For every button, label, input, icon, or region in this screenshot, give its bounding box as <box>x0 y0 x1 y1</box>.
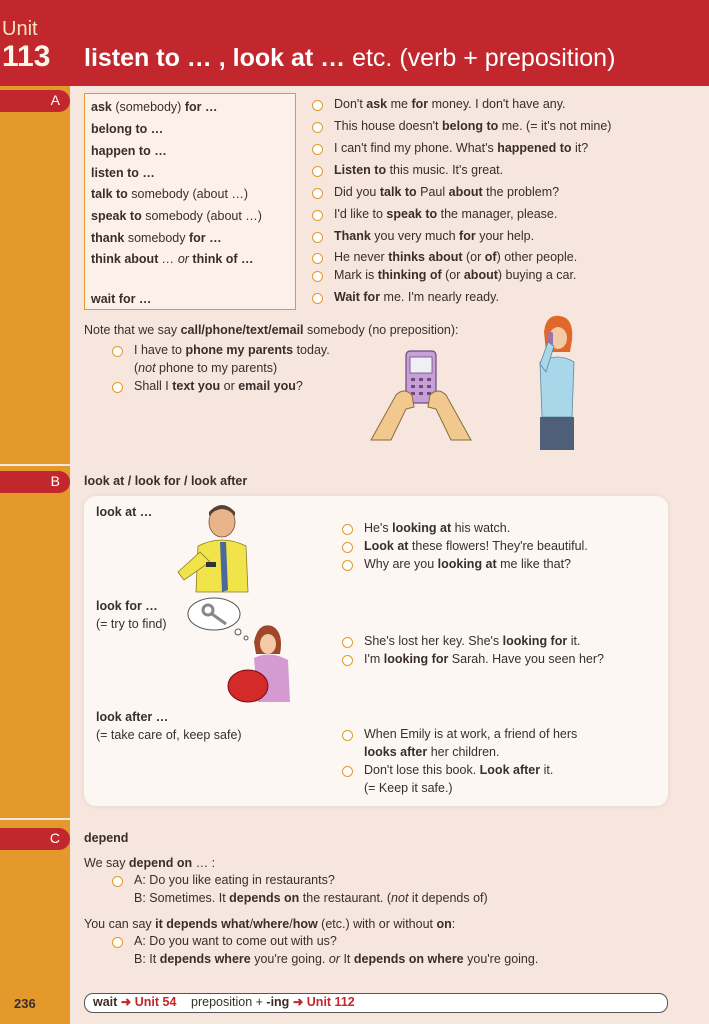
verb-item: listen to … <box>91 166 155 180</box>
example-sentence: (= Keep it safe.) <box>364 781 453 795</box>
example-sentence: Did you talk to Paul about the problem? <box>334 185 560 199</box>
checkbox[interactable] <box>312 166 323 177</box>
example-sentence: Mark is thinking of (or about) buying a car. <box>334 268 577 282</box>
example-sentence: He never thinks about (or of) other people. <box>334 250 578 264</box>
note-example: I have to phone my parents today. <box>134 343 330 357</box>
phrase-look-after: look after … <box>96 710 169 724</box>
man-looking-at-watch-illustration <box>176 502 276 594</box>
page-number: 236 <box>14 996 36 1011</box>
unit-number: 113 <box>2 40 51 73</box>
example-sentence: Why are you looking at me like that? <box>364 557 572 571</box>
example-sentence: She's lost her key. She's looking for it. <box>364 634 581 648</box>
verb-item: think about … or think of … <box>91 252 254 266</box>
checkbox[interactable] <box>342 655 353 666</box>
section-b-heading: look at / look for / look after <box>84 474 248 488</box>
checkbox[interactable] <box>312 122 323 133</box>
checkbox[interactable] <box>342 542 353 553</box>
cross-ref-wait[interactable]: wait ➜ Unit 54 <box>93 995 177 1009</box>
dialogue-line: B: It depends where you're going. or It depends on where you're going. <box>134 952 539 966</box>
verb-item: happen to … <box>91 144 167 158</box>
verb-item: wait for … <box>91 292 152 306</box>
example-sentence: Don't ask me for money. I don't have any. <box>334 97 566 111</box>
section-c-heading: depend <box>84 831 129 845</box>
checkbox[interactable] <box>312 188 323 199</box>
phone-hands-illustration <box>366 345 476 445</box>
dialogue-line: A: Do you want to come out with us? <box>134 934 337 948</box>
note-example: Shall I text you or email you? <box>134 379 303 393</box>
depend-intro: We say depend on … : <box>84 856 216 870</box>
example-sentence: I can't find my phone. What's happened to it? <box>334 141 589 155</box>
verb-list-box <box>84 93 296 310</box>
example-sentence: I'd like to speak to the manager, please. <box>334 207 558 221</box>
phrase-look-at: look at … <box>96 505 153 519</box>
checkbox[interactable] <box>312 210 323 221</box>
look-for-gloss: (= try to find) <box>96 617 167 631</box>
sidebar <box>0 0 70 1024</box>
cross-reference-bar <box>84 993 668 1013</box>
checkbox[interactable] <box>112 346 123 357</box>
section-tab-a[interactable]: A <box>0 90 70 112</box>
checkbox[interactable] <box>342 730 353 741</box>
checkbox[interactable] <box>312 271 323 282</box>
checkbox[interactable] <box>312 253 323 264</box>
example-sentence: Don't lose this book. Look after it. <box>364 763 554 777</box>
depend-note: You can say it depends what/where/how (etc.) with or without on: <box>84 917 456 931</box>
example-sentence: I'm looking for Sarah. Have you seen her? <box>364 652 604 666</box>
verb-item: speak to somebody (about …) <box>91 209 262 223</box>
example-sentence: looks after her children. <box>364 745 500 759</box>
verb-item: thank somebody for … <box>91 231 222 245</box>
dialogue-line: B: Sometimes. It depends on the restaurant. (not it depends of) <box>134 891 488 905</box>
sidebar-divider <box>0 818 70 820</box>
checkbox[interactable] <box>112 876 123 887</box>
verb-item: belong to … <box>91 122 164 136</box>
example-sentence: This house doesn't belong to me. (= it's not mine) <box>334 119 612 133</box>
checkbox[interactable] <box>342 637 353 648</box>
section-tab-c[interactable]: C <box>0 828 70 850</box>
example-sentence: Thank you very much for your help. <box>334 229 535 243</box>
checkbox[interactable] <box>312 144 323 155</box>
example-sentence: Look at these flowers! They're beautiful. <box>364 539 588 553</box>
woman-looking-for-key-illustration <box>184 592 296 708</box>
phrase-look-for: look for … <box>96 599 158 613</box>
checkbox[interactable] <box>312 232 323 243</box>
example-sentence: Listen to this music. It's great. <box>334 163 504 177</box>
example-sentence: He's looking at his watch. <box>364 521 511 535</box>
checkbox[interactable] <box>342 766 353 777</box>
section-tab-b[interactable]: B <box>0 471 70 493</box>
dialogue-line: A: Do you like eating in restaurants? <box>134 873 335 887</box>
title-banner <box>0 0 709 86</box>
checkbox[interactable] <box>342 524 353 535</box>
look-after-gloss: (= take care of, keep safe) <box>96 728 242 742</box>
checkbox[interactable] <box>112 382 123 393</box>
note-text: Note that we say call/phone/text/email somebody (no preposition): <box>84 323 459 337</box>
unit-label: Unit <box>2 18 38 40</box>
cross-ref-ing[interactable]: preposition + -ing ➜ Unit 112 <box>191 995 355 1009</box>
checkbox[interactable] <box>312 293 323 304</box>
example-sentence: Wait for me. I'm nearly ready. <box>334 290 499 304</box>
verb-item: talk to somebody (about …) <box>91 187 249 201</box>
woman-on-phone-illustration <box>526 312 586 452</box>
checkbox[interactable] <box>112 937 123 948</box>
verb-item: ask (somebody) for … <box>91 100 218 114</box>
example-sentence: When Emily is at work, a friend of hers <box>364 727 578 741</box>
note-example: (not phone to my parents) <box>134 361 278 375</box>
checkbox[interactable] <box>342 560 353 571</box>
page-title: listen to … , look at … etc. (verb + preposition) <box>84 44 616 72</box>
sidebar-divider <box>0 464 70 466</box>
checkbox[interactable] <box>312 100 323 111</box>
